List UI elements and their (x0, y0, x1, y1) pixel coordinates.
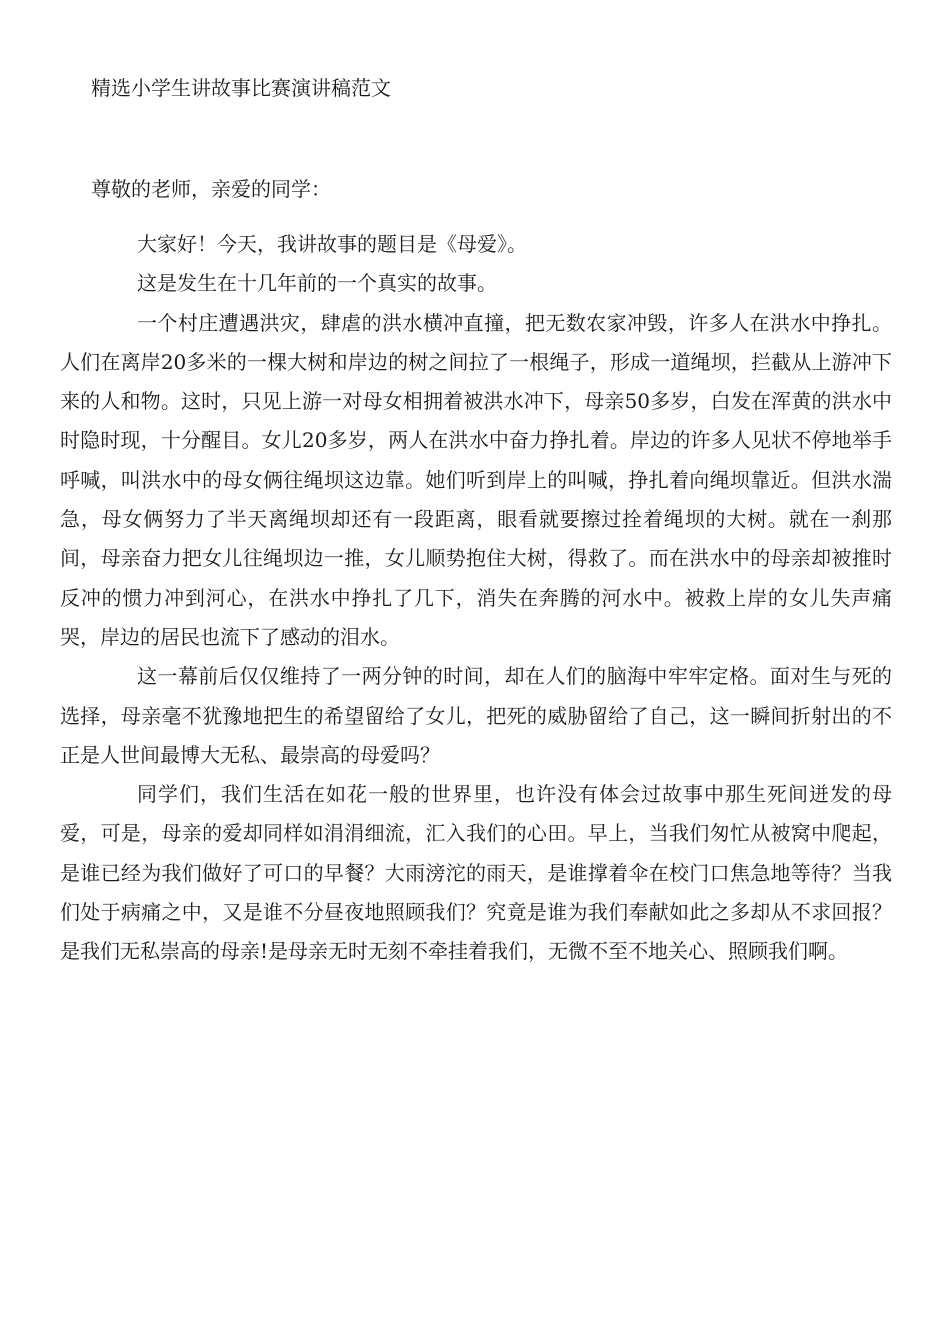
paragraph-intro: 这是发生在十几年前的一个真实的故事。 (137, 271, 497, 296)
paragraph-reflection: 这一幕前后仅仅维持了一两分钟的时间，却在人们的脑海中牢牢定格。面对生与死的选择，母亲毫不犹豫地把生的希望留给了女儿，把死的威胁留给了自己，这一瞬间折射出的不正是人世间最博大无私、最崇高的母爱吗？ (60, 664, 892, 767)
document-body (60, 225, 892, 972)
document-title: 精选小学生讲故事比赛演讲稿范文 (91, 76, 391, 100)
paragraph-story: 一个村庄遭遇洪灾，肆虐的洪水横冲直撞，把无数农家冲毁，许多人在洪水中挣扎。人们在离岸20多米的一棵大树和岸边的树之间拉了一根绳子，形成一道绳坝，拦截从上游冲下来的人和物。这时，只见上游一对母女相拥着被洪水冲下，母亲50多岁，白发在浑黄的洪水中时隐时现，十分醒目。女儿20多岁，两人在洪水中奋力挣扎着。岸边的许多人见状不停地举手呼喊，叫洪水中的母女俩往绳坝这边靠。她们听到岸上的叫喊，挣扎着向绳坝靠近。但洪水湍急，母女俩努力了半天离绳坝却还有一段距离，眼看就要擦过拴着绳坝的大树。就在一刹那间，母亲奋力把女儿往绳坝边一推，女儿顺势抱住大树，得救了。而在洪水中的母亲却被推时反冲的惯力冲到河心，在洪水中挣扎了几下，消失在奔腾的河水中。被救上岸的女儿失声痛哭，岸边的居民也流下了感动的泪水。 (60, 310, 892, 649)
salutation: 尊敬的老师，亲爱的同学： (91, 177, 331, 201)
paragraph-appeal: 同学们，我们生活在如花一般的世界里，也许没有体会过故事中那生死间迸发的母爱，可是，母亲的爱却同样如涓涓细流，汇入我们的心田。早上，当我们匆忙从被窝中爬起，是谁已经为我们做好了可口的早餐？大雨滂沱的雨天，是谁撑着伞在校门口焦急地等待？当我们处于病痛之中，又是谁不分昼夜地照顾我们？究竟是谁为我们奉献如此之多却从不求回报？是我们无私崇高的母亲!是母亲无时无刻不牵挂着我们，无微不至不地关心、照顾我们啊。 (60, 782, 892, 964)
paragraph-greeting: 大家好！今天，我讲故事的题目是《母爱》。 (137, 232, 527, 256)
